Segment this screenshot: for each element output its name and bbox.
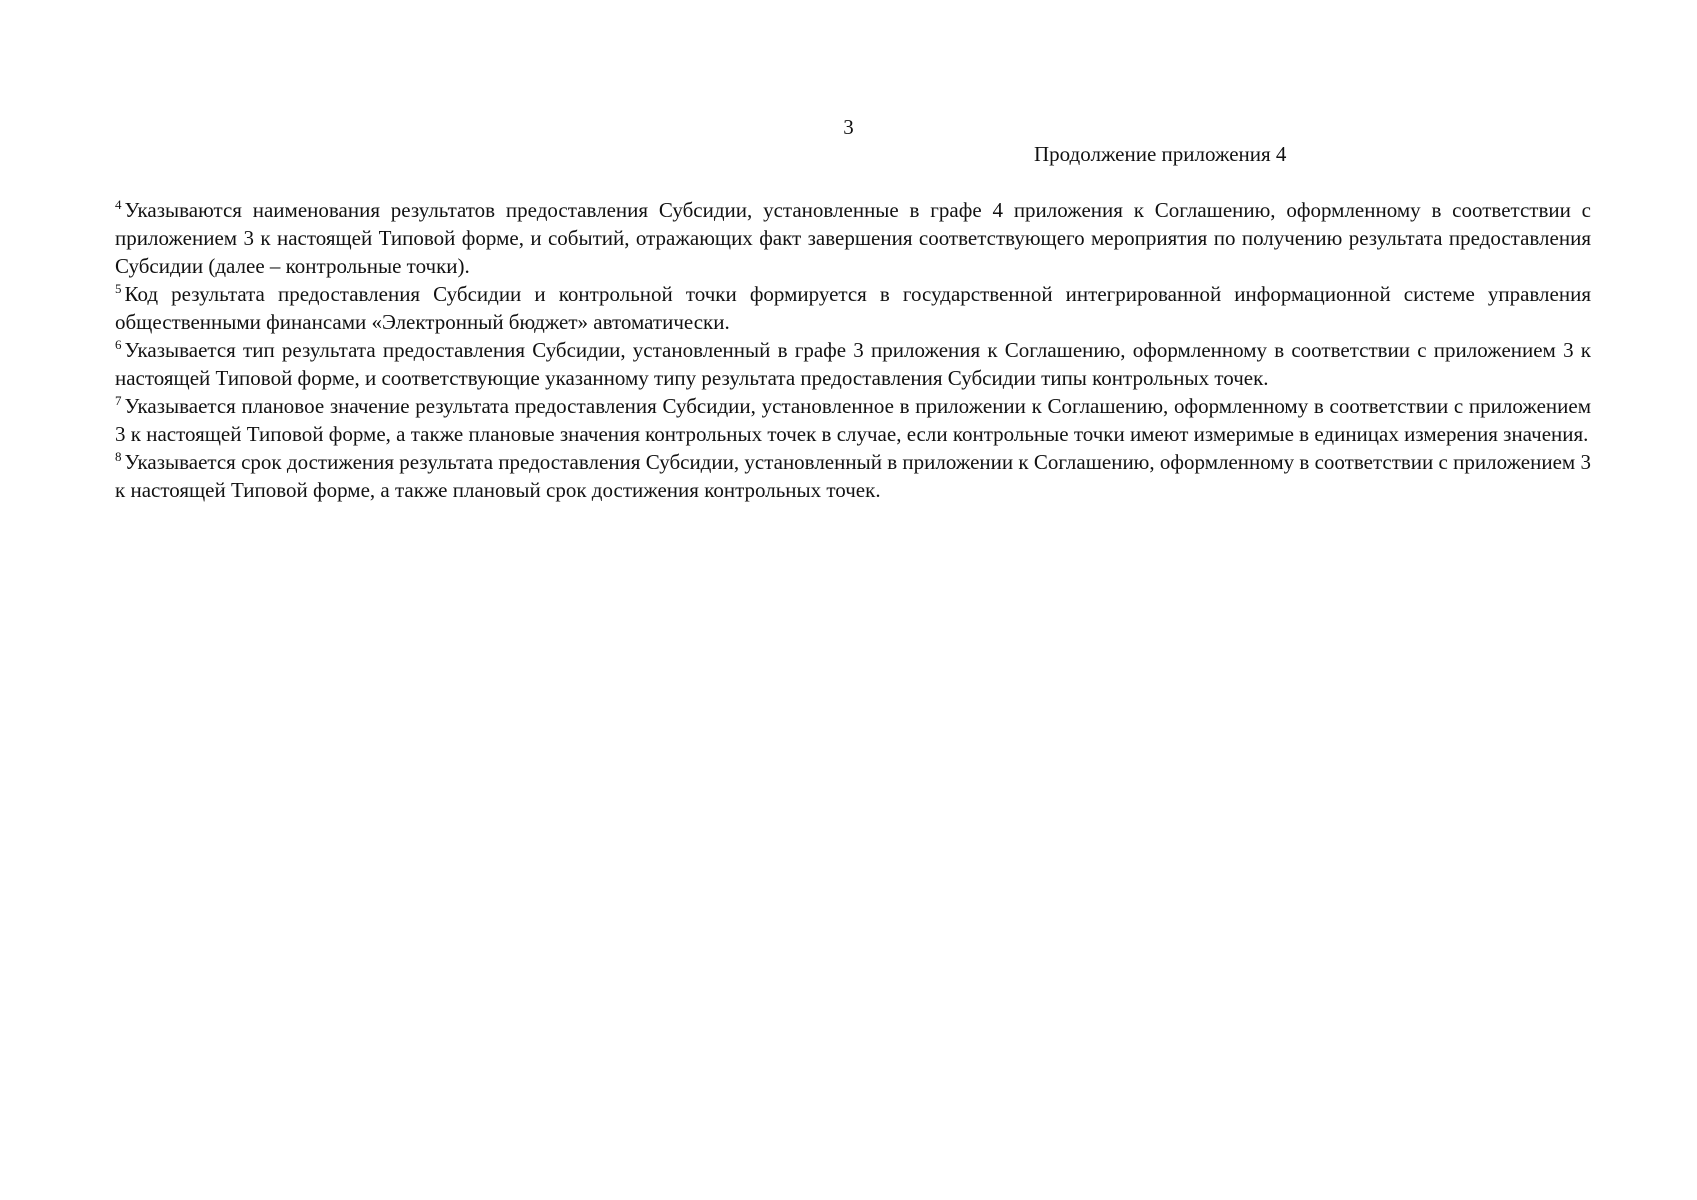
footnote-text: Указывается плановое значение результата предоставления Субсидии, установленное в приложении к Соглашению, оформленному в соответствии с приложением 3 к настоящей Типовой форме, а также плановые значения контрольных точек в случае, если контрольные точки имеют измеримые в единицах измерения значения. xyxy=(115,394,1591,446)
footnote-marker: 7 xyxy=(115,393,122,408)
footnote-8 xyxy=(115,448,1591,504)
footnote-marker: 5 xyxy=(115,281,122,296)
footnote-marker: 6 xyxy=(115,337,122,352)
footnote-text: Указываются наименования результатов предоставления Субсидии, установленные в графе 4 приложения к Соглашению, оформленному в соответствии с приложением 3 к настоящей Типовой форме, и событий, отражающих факт завершения соответствующего мероприятия по получению результата предоставления Субсидии (далее – контрольные точки). xyxy=(115,198,1591,278)
footnote-6 xyxy=(115,336,1591,392)
footnote-text: Код результата предоставления Субсидии и контрольной точки формируется в государственной интегрированной информационной системе управления общественными финансами «Электронный бюджет» автоматически. xyxy=(115,282,1591,334)
footnote-marker: 4 xyxy=(115,197,122,212)
footnote-text: Указывается тип результата предоставления Субсидии, установленный в графе 3 приложения к Соглашению, оформленному в соответствии с приложением 3 к настоящей Типовой форме, и соответствующие указанному типу результата предоставления Субсидии типы контрольных точек. xyxy=(115,338,1591,390)
footnote-7 xyxy=(115,392,1591,448)
footnote-5 xyxy=(115,280,1591,336)
page-number: 3 xyxy=(843,115,854,139)
footnote-text: Указывается срок достижения результата предоставления Субсидии, установленный в приложении к Соглашению, оформленному в соответствии с приложением 3 к настоящей Типовой форме, а также плановый срок достижения контрольных точек. xyxy=(115,450,1591,502)
continuation-label: Продолжение приложения 4 xyxy=(1034,142,1287,166)
footnotes-section xyxy=(115,196,1591,504)
footnote-marker: 8 xyxy=(115,449,122,464)
footnote-4 xyxy=(115,196,1591,280)
